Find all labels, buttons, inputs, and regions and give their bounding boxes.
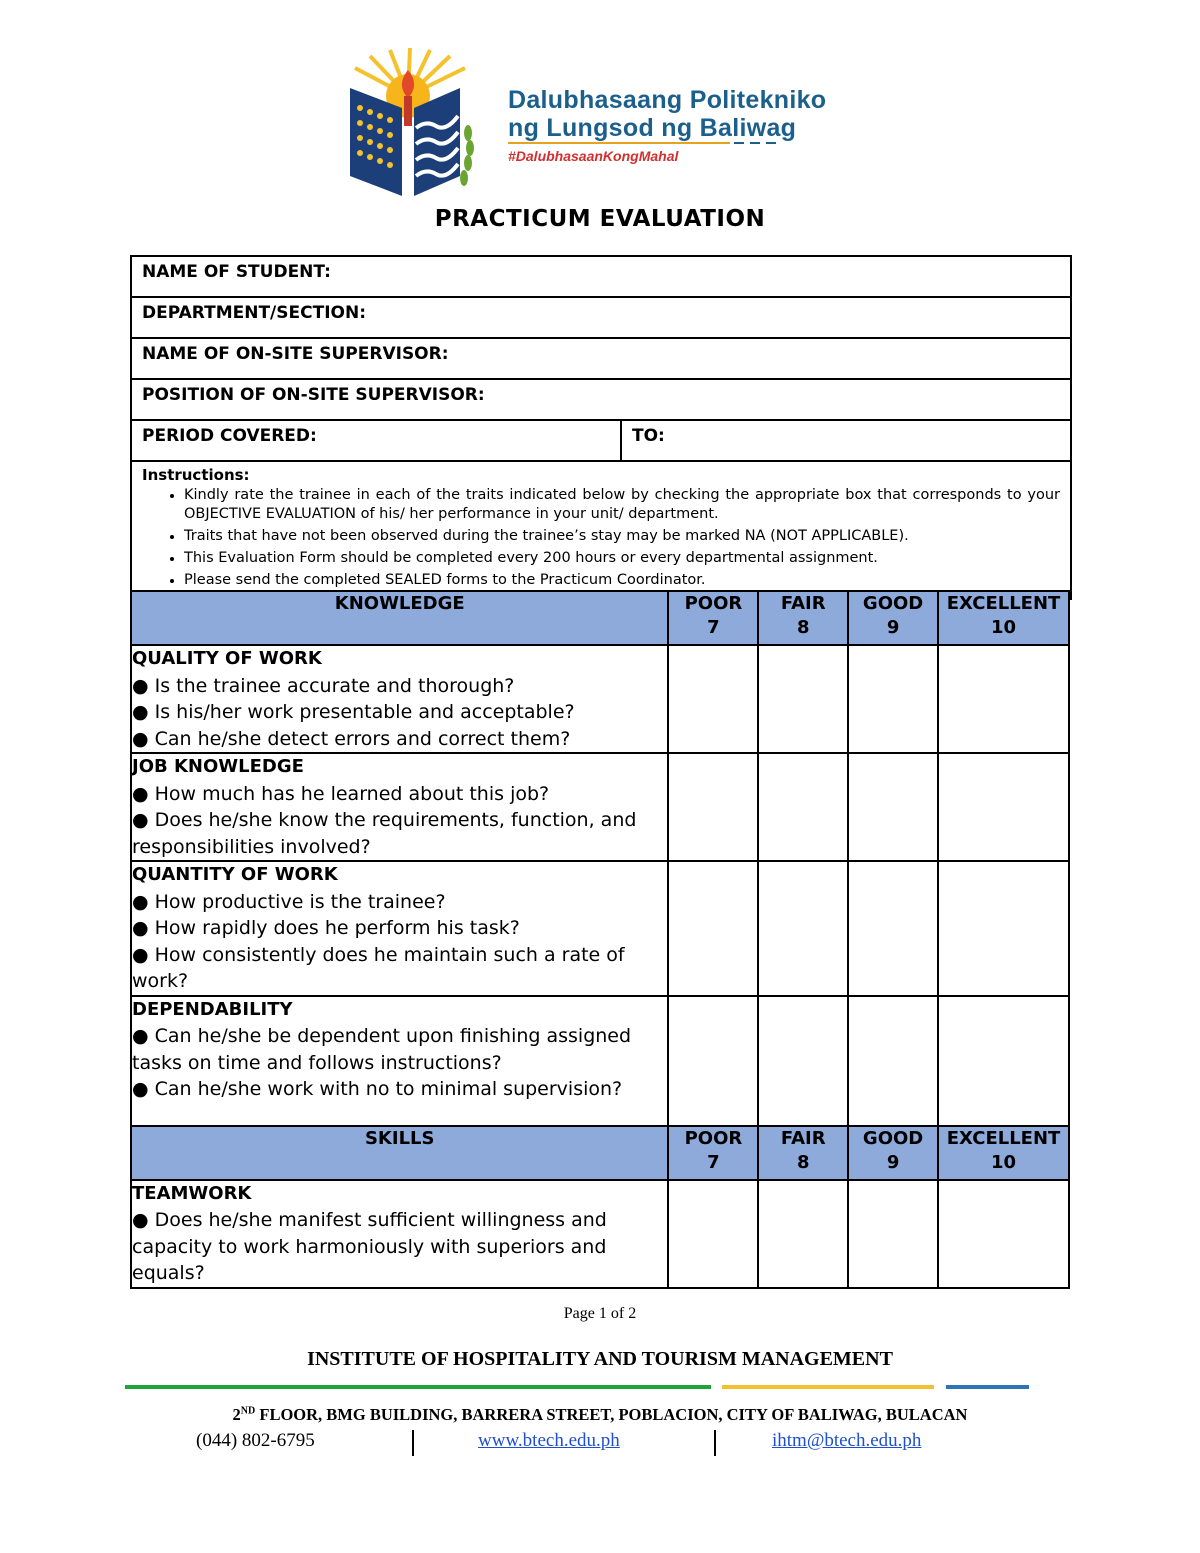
page-number: Page 1 of 2: [563, 1305, 637, 1322]
footer-bar-yellow: [722, 1385, 934, 1389]
supervisor-position-field[interactable]: [132, 380, 1070, 421]
footer-email-link[interactable]: ihtm@btech.edu.ph: [772, 1430, 922, 1451]
footer-separator: [714, 1430, 716, 1456]
rating-header-excellent: EXCELLENT 10: [938, 591, 1069, 645]
rating-header-excellent: EXCELLENT 10: [938, 1126, 1069, 1180]
department-section-label: DEPARTMENT/SECTION:: [142, 303, 366, 323]
school-logo-emblem: [340, 48, 480, 198]
trait-question: ● Is his/her work presentable and acceptable?: [132, 701, 575, 723]
rating-box-excellent[interactable]: [938, 996, 1069, 1126]
instruction-item: • This Evaluation Form should be completed every 200 hours or every departmental assignment.: [184, 549, 1060, 568]
instructions-list: [142, 486, 1060, 590]
rating-box-poor[interactable]: [668, 1180, 758, 1288]
instructions-heading: Instructions:: [142, 466, 250, 484]
instruction-item: • Please send the completed SEALED forms to the Practicum Coordinator.: [184, 571, 1060, 590]
department-section-field[interactable]: [132, 298, 1070, 339]
supervisor-name-field[interactable]: [132, 339, 1070, 380]
trait-question: ● Does he/she know the requirements, function, and responsibilities involved?: [132, 809, 637, 858]
instruction-item: • Traits that have not been observed during the trainee’s stay may be marked NA (NOT APPLICABLE).: [184, 527, 1060, 546]
rating-box-poor[interactable]: [668, 861, 758, 996]
trait-question: ● Does he/she manifest sufficient willingness and capacity to work harmoniously with superiors and equals?: [132, 1209, 607, 1284]
trait-row-quantity-of-work: [131, 861, 1069, 996]
rating-box-excellent[interactable]: [938, 861, 1069, 996]
institute-name: INSTITUTE OF HOSPITALITY AND TOURISM MANAGEMENT: [307, 1348, 893, 1370]
rating-header-poor: POOR 7: [668, 1126, 758, 1180]
hashtag: #DalubhasaanKongMahal: [508, 148, 679, 164]
trait-row-quality-of-work: [131, 645, 1069, 753]
footer-address: 2ND FLOOR, BMG BUILDING, BARRERA STREET, POBLACION, CITY OF BALIWAG, BULACAN: [232, 1405, 968, 1424]
trait-title: DEPENDABILITY: [132, 998, 293, 1020]
rating-box-poor[interactable]: [668, 753, 758, 861]
footer-bar-green: [125, 1385, 711, 1389]
rating-box-good[interactable]: [848, 645, 938, 753]
rating-box-excellent[interactable]: [938, 753, 1069, 861]
trait-question: ● Can he/she be dependent upon finishing assigned tasks on time and follows instructions?: [132, 1025, 632, 1074]
footer-website-link[interactable]: www.btech.edu.ph: [478, 1430, 620, 1451]
footer-website-wrap: [478, 1430, 620, 1452]
supervisor-name-label: NAME OF ON-SITE SUPERVISOR:: [142, 344, 449, 364]
trait-cell: [131, 1180, 668, 1288]
student-name-label: NAME OF STUDENT:: [142, 262, 331, 282]
trait-cell: [131, 861, 668, 996]
rating-header-fair: FAIR 8: [758, 1126, 848, 1180]
trait-title: QUANTITY OF WORK: [132, 864, 338, 885]
rating-header-poor: POOR 7: [668, 591, 758, 645]
trait-title: JOB KNOWLEDGE: [132, 756, 304, 777]
trait-title: TEAMWORK: [132, 1182, 252, 1204]
trait-question: ● Can he/she detect errors and correct them?: [132, 727, 571, 750]
school-name: [508, 86, 826, 142]
trait-title: QUALITY OF WORK: [132, 648, 322, 669]
rating-box-good[interactable]: [848, 861, 938, 996]
rating-box-poor[interactable]: [668, 645, 758, 753]
rating-box-good[interactable]: [848, 996, 938, 1126]
trait-question: ● Is the trainee accurate and thorough?: [132, 674, 515, 697]
trait-cell: [131, 753, 668, 861]
trait-question: ● How much has he learned about this job?: [132, 782, 550, 805]
period-to-field[interactable]: [622, 421, 665, 460]
trait-question: ● How productive is the trainee?: [132, 890, 446, 913]
student-info-box: [130, 255, 1072, 600]
trait-question: ● How rapidly does he perform his task?: [132, 917, 520, 939]
supervisor-position-label: POSITION OF ON-SITE SUPERVISOR:: [142, 385, 485, 405]
trait-question: ● Can he/she work with no to minimal supervision?: [132, 1078, 623, 1100]
rating-box-fair[interactable]: [758, 996, 848, 1126]
trait-question: ● How consistently does he maintain such a rate of work?: [132, 943, 625, 992]
trait-cell: [131, 645, 668, 753]
student-name-field[interactable]: [132, 257, 1070, 298]
trait-cell: [131, 996, 668, 1126]
knowledge-heading: KNOWLEDGE: [131, 591, 668, 645]
period-covered-label: PERIOD COVERED:: [142, 426, 317, 446]
skills-header-row: [131, 1126, 1069, 1180]
footer-phone: (044) 802-6795: [196, 1430, 315, 1451]
trait-row-job-knowledge: [131, 753, 1069, 861]
footer-separator: [412, 1430, 414, 1456]
skills-heading: SKILLS: [131, 1126, 668, 1180]
period-row: [132, 421, 1070, 462]
rating-box-fair[interactable]: [758, 1180, 848, 1288]
instructions-block: [132, 462, 1070, 598]
footer-email-wrap: [772, 1430, 921, 1452]
document-title: PRACTICUM EVALUATION: [434, 206, 766, 232]
rating-box-excellent[interactable]: [938, 645, 1069, 753]
period-to-label: TO:: [632, 426, 665, 446]
period-covered-field[interactable]: [132, 421, 622, 460]
trait-row-teamwork: [131, 1180, 1069, 1288]
footer-bar-blue: [946, 1385, 1029, 1389]
school-name-line-2: ng Lungsod ng Baliwag: [508, 114, 797, 142]
rating-header-fair: FAIR 8: [758, 591, 848, 645]
trait-row-dependability: [131, 996, 1069, 1126]
rating-box-fair[interactable]: [758, 861, 848, 996]
rating-box-fair[interactable]: [758, 753, 848, 861]
school-name-line-1: Dalubhasaang Politekniko: [508, 86, 827, 114]
evaluation-table: [130, 590, 1070, 1289]
rating-box-poor[interactable]: [668, 996, 758, 1126]
rating-header-good: GOOD 9: [848, 1126, 938, 1180]
rating-box-fair[interactable]: [758, 645, 848, 753]
rating-header-good: GOOD 9: [848, 591, 938, 645]
rating-box-good[interactable]: [848, 753, 938, 861]
rating-box-excellent[interactable]: [938, 1180, 1069, 1288]
knowledge-header-row: [131, 591, 1069, 645]
rating-box-good[interactable]: [848, 1180, 938, 1288]
instruction-item: • Kindly rate the trainee in each of the traits indicated below by checking the appropriate box that corresponds to your OBJECTIVE EVALUATION of his/ her performance in your unit/ department.: [184, 486, 1060, 524]
